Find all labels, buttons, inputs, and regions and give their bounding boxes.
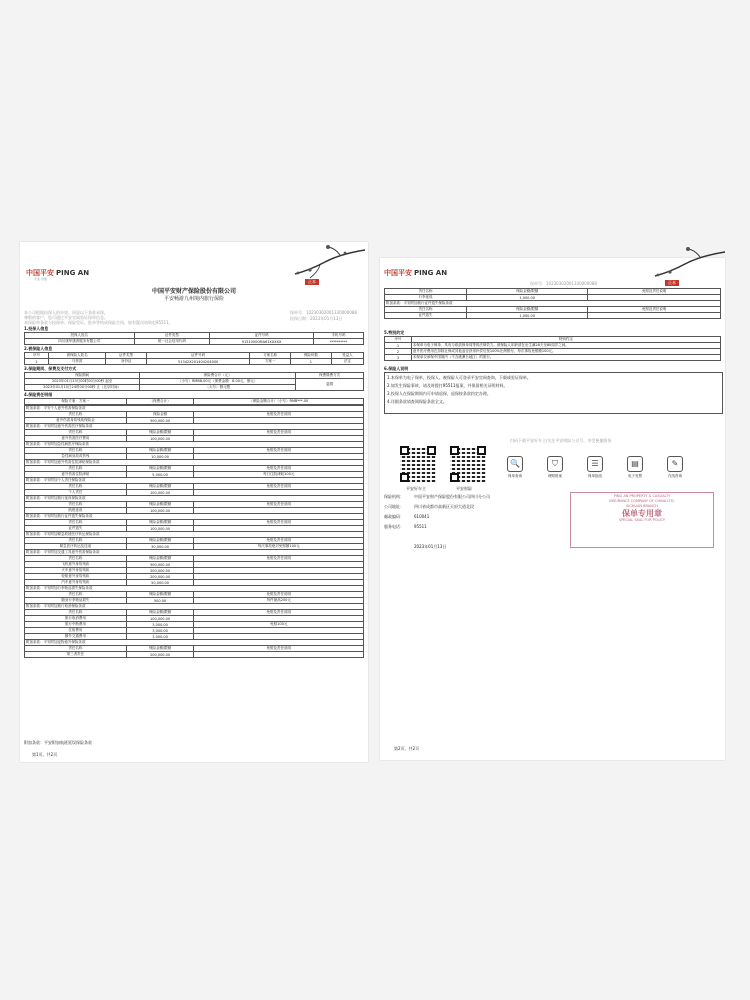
- table-cell: 意外伤害住院津贴: [25, 472, 127, 478]
- table-cell: 免赔100元: [194, 622, 364, 628]
- service-edit[interactable]: [664, 456, 686, 479]
- sum-insured-total: （保险金额合计）（小写）RMB***.00: [194, 399, 364, 405]
- table-header: 序号: [25, 353, 49, 359]
- table-header: 免赔及责任说明: [588, 307, 721, 313]
- table-header: 保险期间: [25, 373, 140, 379]
- table-header: 免赔及责任说明: [194, 646, 364, 652]
- table-cell: 100,000.00: [126, 616, 194, 622]
- table-header: 责任名称: [385, 289, 467, 295]
- table-cell: 500.00: [126, 598, 194, 604]
- table-header: 免赔及责任说明: [194, 538, 364, 544]
- table-cell: 本保单为电子保单，具有与纸质保单同等的法律效力。被保险人年龄须在出生满28天至80周岁之间。: [411, 343, 720, 349]
- table-cell: 旅行中断费用: [25, 622, 127, 628]
- table-cell: 航班延误: [25, 508, 127, 514]
- clause-heading: 附加条款：平安个人意外伤害保险条款: [25, 406, 364, 412]
- clause-heading: 附加条款：平安附加旅行证件遗失保险条款: [385, 301, 721, 307]
- period-end: 2023年01月15日24时00分00秒 止（北京时间）: [25, 385, 140, 391]
- qr-label: 平安好车主: [406, 486, 426, 491]
- clause-heading: 附加条款：平安附加旅行取消保险条款: [25, 604, 364, 610]
- table-cell: 四川康华康养服务有限公司: [25, 339, 135, 345]
- table-header: 免赔及责任说明: [194, 484, 364, 490]
- company-field-label: 公司地址：: [384, 504, 404, 509]
- table-header: 责任名称: [25, 592, 127, 598]
- table-header: 证件号码: [210, 333, 314, 339]
- service-label: 在线咨询: [668, 474, 682, 478]
- table-cell: 3,000.00: [126, 628, 194, 634]
- table-header: 责任名称: [25, 484, 127, 490]
- table-header: 保险金额/限额: [466, 289, 587, 295]
- table-header: 责任名称: [385, 307, 467, 313]
- table-header: 责任名称: [25, 610, 127, 616]
- table-cell: [588, 313, 721, 319]
- original-badge: 正本: [665, 280, 679, 286]
- insurer-table: [24, 332, 364, 345]
- clause-heading: 附加条款：平安附加意外伤害医疗保险条款: [25, 424, 364, 430]
- table-cell: 51342X201404204000: [146, 359, 249, 365]
- table-cell: 法定: [331, 359, 363, 365]
- table-header: 免赔及责任说明: [194, 502, 364, 508]
- table-header: 保险费合计（元）: [140, 373, 296, 379]
- table-cell: 方案一: [250, 359, 291, 365]
- table-header: 责任名称: [25, 466, 127, 472]
- service-label: 保单查询: [508, 474, 522, 478]
- plan-name: 保险方案：方案一: [25, 399, 127, 405]
- company-field-value: 610041: [414, 514, 430, 519]
- table-cell: 证件遗失: [385, 313, 467, 319]
- table-cell: 500,000.00: [126, 562, 194, 568]
- table-cell: 200,000.00: [126, 568, 194, 574]
- table-cell: 行李延误: [385, 295, 467, 301]
- table-header: 保险金额/限额: [126, 520, 194, 526]
- table-cell: 3,000.00: [126, 634, 194, 640]
- service-label: 理赔报案: [548, 474, 562, 478]
- clause-heading: 附加条款：平安附加急性病医疗保险条款: [25, 442, 364, 448]
- table-cell: 1,000.00: [466, 295, 587, 301]
- table-cell: 1: [25, 359, 49, 365]
- table-cell: 91510000MA61XXXXX: [210, 339, 314, 345]
- coverage-summary: [24, 398, 364, 405]
- table-header: 免赔及责任说明: [194, 412, 364, 418]
- table-header: 方案名称: [250, 353, 291, 359]
- table-header: 免赔及责任说明: [194, 448, 364, 454]
- section-coverage: 4.保险责任明细: [24, 392, 53, 397]
- clause-heading: 附加条款：平安附加宠物意外保险条款: [25, 640, 364, 646]
- table-header: 投保人姓名: [25, 333, 135, 339]
- table-cell: 200,000.00: [126, 574, 194, 580]
- table-header: 保险金额/限额: [126, 466, 194, 472]
- table-cell: 旅行取消费用: [25, 616, 127, 622]
- clause-heading: 附加条款：平安附加个人责任保险条款: [25, 478, 364, 484]
- service-label: 保单批改: [588, 474, 602, 478]
- table-header: 保险金额/限额: [126, 646, 194, 652]
- company-title: 中国平安财产保险股份有限公司: [151, 288, 236, 295]
- issue-date: 2023年01月13日: [414, 544, 447, 549]
- table-cell: 马梓淇: [48, 359, 105, 365]
- table-header: 免赔及责任说明: [194, 520, 364, 526]
- policy-number: 保单号：10230302001330000088: [290, 310, 357, 315]
- service-invoice[interactable]: [624, 456, 646, 479]
- table-header: 受益人: [331, 353, 363, 359]
- table-cell: 200,000.00: [126, 652, 194, 658]
- clause-heading: 附加条款：平安附加意外伤害住院津贴保险条款: [25, 460, 364, 466]
- clause-heading: 附加条款：平安附加旅行延误保险条款: [25, 496, 364, 502]
- policy-page-1: [20, 242, 368, 762]
- table-header: 责任名称: [25, 430, 127, 436]
- table-cell: 100,000.00: [126, 490, 194, 496]
- note-line: 2.如发生保险事故，请及时拨打95511报案，并保留相关证明材料。: [387, 383, 508, 388]
- table-header: 保险金额/限额: [126, 538, 194, 544]
- table-header: 证件号码: [146, 353, 249, 359]
- table-cell: 轮船意外身故残疾: [25, 574, 127, 580]
- table-cell: 每日住院津贴100元: [194, 472, 364, 478]
- table-header: 免赔及责任说明: [194, 592, 364, 598]
- clause-heading: 附加条款：平安附加行李物品损失保险条款: [25, 586, 364, 592]
- premium-total: （保费合计）: [126, 399, 194, 405]
- insured-table: [24, 352, 364, 365]
- table-header: 责任名称: [25, 520, 127, 526]
- period-start: 2023年01月13日00时00分00秒 起至: [25, 379, 140, 385]
- table-header: 免赔及责任说明: [194, 466, 364, 472]
- table-cell: 第三者责任: [25, 652, 127, 658]
- intro-line: 尊敬的客户，您可通过平安官网验证保单信息。: [24, 315, 108, 320]
- table-header: 证件类型: [106, 353, 147, 359]
- table-cell: 统一社会信用代码: [134, 339, 210, 345]
- table-header: 责任名称: [25, 556, 127, 562]
- clause-heading: 附加条款：平安附加紧急救援医疗转运保险条款: [25, 532, 364, 538]
- table-header: 序号: [385, 337, 412, 343]
- table-cell: 100,000.00: [126, 436, 194, 442]
- table-header: 免赔及责任说明: [194, 556, 364, 562]
- payment-method: 趸缴: [296, 379, 364, 391]
- note-line: 3.投保人在保险期间内可申请退保，退保按条款约定办理。: [387, 391, 491, 396]
- qr-code[interactable]: [400, 446, 436, 482]
- table-cell: 证件遗失: [25, 526, 127, 532]
- table-cell: [194, 652, 364, 658]
- company-field-value: 四川省成都市高新区天府大道北段: [414, 504, 474, 509]
- company-field-label: 服务电话：: [384, 524, 404, 529]
- original-badge: 正本: [305, 279, 319, 285]
- policy-seal: PING AN PROPERTY & CASUALTY INSURANCE COMPANY OF CHINA LTD. SICHUAN BRANCH 保单专用章 SPECIAL SEAL FOR POLICY: [570, 492, 714, 548]
- table-cell: 1: [385, 343, 412, 349]
- special-terms-table: [384, 336, 721, 361]
- table-header: 保险金额/限额: [126, 592, 194, 598]
- table-header: 保险金额/限额: [126, 610, 194, 616]
- table-cell: 每件最高200元: [194, 598, 364, 604]
- coverage-blocks: [24, 405, 364, 658]
- table-cell: 急性病身故或伤残: [25, 454, 127, 460]
- table-cell: 10,000.00: [126, 454, 194, 460]
- notes-box: [384, 372, 723, 414]
- company-field-label: 邮政编码：: [384, 514, 404, 519]
- table-header: 免赔及责任说明: [194, 430, 364, 436]
- table-header: 责任名称: [25, 448, 127, 454]
- table-cell: 100,000.00: [126, 526, 194, 532]
- plum-blossom-branch: [290, 244, 365, 280]
- table-cell: 5,000.00: [126, 472, 194, 478]
- table-cell: 50,000.00: [126, 580, 194, 586]
- coverage-continued: [384, 288, 721, 319]
- table-cell: 2: [385, 349, 412, 355]
- table-cell: 身份证: [106, 359, 147, 365]
- clause-heading: 附加条款：平安附加旅行证件遗失保险条款: [25, 514, 364, 520]
- table-header: 证件类型: [134, 333, 210, 339]
- table-header: 保险份数: [291, 353, 332, 359]
- table-header: 保险金额/限额: [126, 502, 194, 508]
- search-icon: 🔍: [507, 456, 523, 472]
- qr-code[interactable]: [450, 446, 486, 482]
- table-cell: 额外交通费用: [25, 634, 127, 640]
- section-period: 3.保险期间、保费及支付方式: [24, 366, 77, 371]
- intro-line: 本保险单条款与投保单、保险凭证、批单等构成保险合同，如有疑问请致电95511。: [24, 320, 173, 325]
- note-line: 4.详细条款请查阅保险条款全文。: [387, 399, 447, 404]
- table-cell: 1: [291, 359, 332, 365]
- section-notes: 6.保险人说明: [384, 366, 409, 371]
- table-header: 责任名称: [25, 502, 127, 508]
- table-cell: 住宿费用: [25, 628, 127, 634]
- table-cell: 紧急医疗转运及送返: [25, 544, 127, 550]
- table-header: 被保险人姓名: [48, 353, 105, 359]
- policy-number: 保单号：10230302001330000088: [530, 281, 597, 286]
- service-search[interactable]: [504, 456, 526, 479]
- table-cell: 500,000.00: [126, 418, 194, 424]
- table-cell: 火车意外身故残疾: [25, 568, 127, 574]
- edit-icon: ✎: [667, 456, 683, 472]
- table-cell: 1,000.00: [466, 313, 587, 319]
- section-insured: 2.被保险人信息: [24, 346, 53, 351]
- company-field-value: 中国平安财产保险股份有限公司四川分公司: [414, 494, 490, 499]
- qr-label: 平安财险: [456, 486, 472, 491]
- page-number: 第1页，共2页: [32, 752, 58, 757]
- table-header: 保费缴费方式: [296, 373, 364, 379]
- table-cell: 3,000.00: [126, 622, 194, 628]
- service-hint: 扫码下载平安好车主/关注平安财险公众号，享受便捷服务: [510, 438, 612, 443]
- period-table: [24, 372, 364, 391]
- clause-heading: 附加条款：平安附加交通工具意外伤害保险条款: [25, 550, 364, 556]
- table-header: 责任名称: [25, 646, 127, 652]
- note-line: 1.本保单为电子保单，投保人、被保险人可登录平安官网查询、下载或验证保单。: [387, 375, 531, 380]
- table-cell: 30,000.00: [126, 544, 194, 550]
- table-header: 责任名称: [25, 412, 127, 418]
- service-shield[interactable]: [544, 456, 566, 479]
- table-cell: 意外医疗费用在扣除社保或其他途径获得补偿后按100%比例赔付，每次事故免赔额100元。: [411, 349, 720, 355]
- table-cell: 飞机意外身故残疾: [25, 562, 127, 568]
- table-cell: 随身行李物品损失: [25, 598, 127, 604]
- page-number: 第2页，共2页: [394, 746, 420, 751]
- invoice-icon: ▤: [627, 456, 643, 472]
- policy-page-2: [380, 258, 725, 760]
- intro-line: 本公司根据投保人的申请，同意以下条款承保。: [24, 310, 108, 315]
- product-title: 平安畅游九州境内旅行保险: [163, 296, 224, 302]
- company-field-label: 保险机构：: [384, 494, 404, 499]
- company-field-value: 95511: [414, 524, 427, 529]
- table-cell: 本保单仅承保中国境内（不含港澳台地区）的旅行。: [411, 355, 720, 361]
- table-header: 免赔及责任说明: [194, 610, 364, 616]
- pingan-logo: 中国平安 PING AN: [26, 269, 90, 277]
- table-cell: **********: [314, 339, 364, 345]
- apply-date: 投保日期：2023年01月13日: [290, 316, 343, 321]
- table-header: 保险金额/限额: [126, 484, 194, 490]
- pingan-logo: 中国平安 PING AN: [384, 269, 448, 277]
- table-header: 责任名称: [25, 538, 127, 544]
- plum-blossom-branch: [650, 246, 725, 282]
- logo-tagline: 专业·价值: [34, 277, 47, 281]
- table-cell: 汽车意外身故残疾: [25, 580, 127, 586]
- table-cell: 意外伤害身故残疾保险金: [25, 418, 127, 424]
- tail-clause: 附加条款：平安附加航班延误保险条款: [24, 740, 92, 745]
- table-header: 保险金额/限额: [466, 307, 587, 313]
- table-header: 手机号码: [314, 333, 364, 339]
- shield-icon: ⛉: [547, 456, 563, 472]
- table-header: 保险金额: [126, 412, 194, 418]
- table-cell: 意外伤害医疗费用: [25, 436, 127, 442]
- table-header: 保险金额/限额: [126, 430, 194, 436]
- section-insurer: 1.投保人信息: [24, 326, 49, 331]
- service-label: 电子发票: [628, 474, 642, 478]
- table-cell: 3: [385, 355, 412, 361]
- list-icon: ☰: [587, 456, 603, 472]
- table-cell: 100,000.00: [126, 508, 194, 514]
- table-header: 保险金额/限额: [126, 448, 194, 454]
- table-header: 特别约定: [411, 337, 720, 343]
- table-cell: 每次事故绝对免赔额100元: [194, 544, 364, 550]
- section-special: 5.特别约定: [384, 330, 405, 335]
- service-list[interactable]: [584, 456, 606, 479]
- table-header: 免赔及责任说明: [588, 289, 721, 295]
- premium-words: （大写）捌元整: [140, 385, 296, 391]
- table-header: 保险金额/限额: [126, 556, 194, 562]
- premium-amount: （小写）RMB8.00元（保费金额：8.00元，捌元）: [140, 379, 296, 385]
- table-cell: 个人责任: [25, 490, 127, 496]
